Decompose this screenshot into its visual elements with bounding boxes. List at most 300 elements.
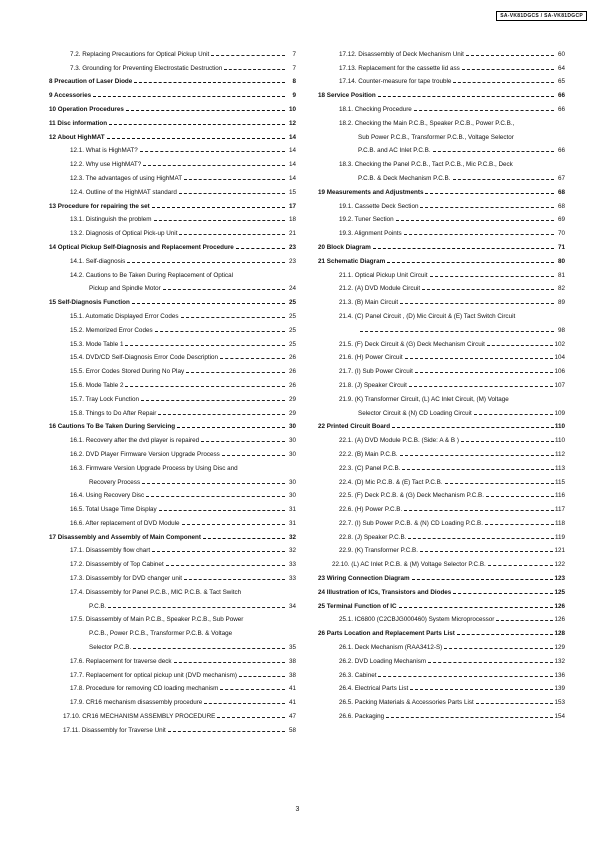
toc-entry-label: Sub Power P.C.B., Transformer P.C.B., Voltage Selector (358, 133, 514, 141)
toc-subsection-entry[interactable] (318, 292, 565, 306)
dot-leader (404, 234, 554, 235)
dot-leader (420, 551, 554, 552)
toc-page-number: 110 (554, 423, 565, 431)
dot-leader (93, 96, 285, 97)
toc-subsection-entry[interactable] (318, 44, 565, 58)
toc-section-entry[interactable] (318, 251, 565, 265)
dot-leader (239, 676, 285, 677)
toc-entry-label: 22.3. (C) Panel P.C.B. (339, 464, 401, 472)
toc-page-number: 70 (557, 230, 565, 238)
toc-subsection-entry[interactable] (318, 444, 565, 458)
toc-subsection-entry[interactable] (49, 472, 296, 486)
toc-subsection-entry[interactable] (318, 348, 565, 362)
toc-entry-label: 16.5. Total Usage Time Display (70, 506, 157, 514)
toc-page-number: 31 (288, 506, 296, 514)
toc-page-number: 128 (554, 630, 565, 638)
toc-entry-label: 15.7. Tray Lock Function (70, 395, 139, 403)
toc-entry-label: 18.1. Checking Procedure (339, 105, 412, 113)
toc-subsection-entry[interactable] (49, 168, 296, 182)
dot-leader (224, 69, 285, 70)
dot-leader (107, 138, 285, 139)
toc-subsection-entry[interactable] (318, 458, 565, 472)
toc-section-entry[interactable] (318, 623, 565, 637)
dot-leader (444, 648, 553, 649)
toc-page-number: 15 (288, 188, 296, 196)
toc-section-entry[interactable] (49, 85, 296, 99)
toc-page-number: 26 (288, 368, 296, 376)
dot-leader (396, 220, 554, 221)
toc-subsection-entry[interactable] (318, 320, 565, 334)
toc-subsection-entry[interactable] (49, 306, 296, 320)
toc-subsection-entry[interactable] (318, 541, 565, 555)
toc-entry-label: 13.2. Diagnosis of Optical Pick-up Unit (70, 230, 178, 238)
toc-entry-label: 15.1. Automatic Displayed Error Codes (70, 312, 179, 320)
toc-page-number: 125 (554, 588, 565, 596)
toc-page-number: 132 (554, 657, 565, 665)
toc-subsection-entry[interactable] (49, 430, 296, 444)
dot-leader (420, 207, 554, 208)
toc-entry-label: 12.3. The advantages of using HighMAT (70, 174, 183, 182)
toc-subsection-entry[interactable] (49, 320, 296, 334)
toc-subsection-entry[interactable] (49, 554, 296, 568)
dot-leader (154, 220, 285, 221)
toc-entry-label: 8 Precaution of Laser Diode (49, 78, 133, 86)
toc-subsection-entry[interactable] (49, 486, 296, 500)
toc-section-entry[interactable] (49, 196, 296, 210)
toc-page-number: 26 (288, 354, 296, 362)
dot-leader (220, 358, 285, 359)
toc-section-entry[interactable] (49, 527, 296, 541)
toc-subsection-entry[interactable] (318, 279, 565, 293)
toc-subsection-entry[interactable] (49, 568, 296, 582)
toc-subsection-entry[interactable] (318, 223, 565, 237)
dot-leader (400, 303, 554, 304)
dot-leader (141, 400, 285, 401)
toc-page-number: 64 (557, 64, 565, 72)
dot-leader (462, 69, 554, 70)
toc-page-number: 66 (557, 147, 565, 155)
toc-section-entry[interactable] (318, 582, 565, 596)
toc-subsection-entry[interactable] (318, 706, 565, 720)
dot-leader (453, 593, 553, 594)
toc-entry-label: 15 Self-Diagnosis Function (49, 299, 130, 307)
toc-subsection-entry[interactable] (318, 306, 565, 320)
toc-entry-label: 17.10. CR16 MECHANISM ASSEMBLY PROCEDURE (63, 713, 216, 721)
dot-leader (181, 317, 286, 318)
toc-entry-label: 22.8. (J) Speaker P.C.B. (339, 533, 407, 541)
toc-entry-label: 10 Operation Procedures (49, 105, 124, 113)
toc-page-number: 102 (554, 340, 565, 348)
dot-leader (179, 193, 285, 194)
toc-page-number: 30 (288, 437, 296, 445)
toc-subsection-entry[interactable] (49, 458, 296, 472)
toc-subsection-entry[interactable] (318, 527, 565, 541)
toc-subsection-entry[interactable] (318, 361, 565, 375)
toc-page-number: 30 (288, 492, 296, 500)
toc-section-entry[interactable] (318, 596, 565, 610)
dot-leader (387, 262, 554, 263)
dot-leader (408, 538, 554, 539)
toc-page-number: 35 (288, 644, 296, 652)
toc-page-number: 30 (288, 450, 296, 458)
toc-subsection-entry[interactable] (318, 210, 565, 224)
toc-entry-label: 19.1. Cassette Deck Section (339, 202, 419, 210)
dot-leader (203, 538, 285, 539)
toc-entry-label: 12 About HighMAT (49, 133, 105, 141)
toc-subsection-entry[interactable] (49, 513, 296, 527)
toc-subsection-entry[interactable] (49, 692, 296, 706)
toc-page-number: 113 (554, 464, 565, 472)
toc-page-number: 81 (557, 271, 565, 279)
toc-page-number: 21 (288, 230, 296, 238)
toc-subsection-entry[interactable] (318, 113, 565, 127)
toc-subsection-entry[interactable] (49, 223, 296, 237)
dot-leader (400, 455, 554, 456)
toc-subsection-entry[interactable] (318, 430, 565, 444)
dot-leader (158, 414, 285, 415)
toc-entry-label: 26.4. Electrical Parts List (339, 685, 409, 693)
dot-leader (476, 703, 554, 704)
toc-subsection-entry[interactable] (318, 58, 565, 72)
toc-page-number: 115 (554, 478, 565, 486)
toc-subsection-entry[interactable] (318, 679, 565, 693)
toc-entry-label: 17.3. Disassembly for DVD changer unit (70, 575, 182, 583)
toc-page-number: 110 (554, 437, 565, 445)
toc-subsection-entry[interactable] (318, 651, 565, 665)
toc-entry-label: 13 Procedure for repairing the set (49, 202, 150, 210)
toc-page-number: 12 (288, 119, 296, 127)
toc-entry-label: 25.1. IC6800 (C2CBJG000460) System Microprocessor (339, 616, 495, 624)
toc-section-entry[interactable] (318, 417, 565, 431)
toc-entry-label: 21.6. (H) Power Circuit (339, 354, 403, 362)
toc-entry-label: 18.3. Checking the Panel P.C.B., Tact P.C.B., Mic P.C.B., Deck (339, 161, 513, 169)
toc-page-number: 116 (554, 492, 565, 500)
toc-subsection-entry[interactable] (49, 265, 296, 279)
dot-leader (109, 124, 285, 125)
toc-page-number: 30 (288, 423, 296, 431)
dot-leader (168, 731, 285, 732)
toc-entry-label: 16.1. Recovery after the dvd player is repaired (70, 437, 200, 445)
dot-leader (428, 662, 553, 663)
toc-subsection-entry[interactable] (49, 361, 296, 375)
toc-subsection-entry[interactable] (318, 334, 565, 348)
toc-page-number: 8 (292, 78, 296, 86)
toc-entry-label: 17.6. Replacement for traverse deck (70, 657, 172, 665)
toc-subsection-entry[interactable] (318, 72, 565, 86)
toc-page-number: 25 (288, 312, 296, 320)
toc-entry-label: 22.1. (A) DVD Module P.C.B. (Side: A & B ) (339, 437, 459, 445)
toc-entry-label: 19.2. Tuner Section (339, 216, 394, 224)
toc-subsection-entry[interactable] (49, 58, 296, 72)
dot-leader (155, 331, 285, 332)
toc-subsection-entry[interactable] (318, 265, 565, 279)
dot-leader (412, 579, 554, 580)
dot-leader (399, 607, 554, 608)
toc-subsection-entry[interactable] (49, 596, 296, 610)
model-header: SA-VK81DGCS / SA-VK81DGCP (496, 11, 587, 21)
toc-entry-label: 22 Printed Circuit Board (318, 423, 391, 431)
toc-entry-label: 17.4. Disassembly for Panel P.C.B., MIC P.C.B. & Tact Switch (70, 588, 242, 596)
toc-entry-label: 17.8. Procedure for removing CD loading mechanism (70, 685, 219, 693)
toc-entry-label: 26.1. Deck Mechanism (RAA3412-S) (339, 644, 443, 652)
toc-subsection-entry[interactable] (49, 403, 296, 417)
toc-page-number: 126 (554, 602, 565, 610)
toc-column-right (318, 44, 565, 720)
toc-page-number: 118 (554, 519, 565, 527)
dot-leader (409, 386, 554, 387)
toc-subsection-entry[interactable] (318, 403, 565, 417)
toc-page-number: 60 (557, 50, 565, 58)
toc-entry-label: 14.1. Self-diagnosis (70, 257, 126, 265)
toc-entry-label: 7.2. Replacing Precautions for Optical Pickup Unit (70, 50, 210, 58)
toc-entry-label: 17.12. Disassembly of Deck Mechanism Unit (339, 50, 464, 58)
toc-entry-label: 26.2. DVD Loading Mechanism (339, 657, 427, 665)
toc-page-number: 23 (288, 257, 296, 265)
dot-leader (445, 483, 554, 484)
dot-leader (143, 165, 285, 166)
toc-column-left (49, 44, 296, 734)
toc-entry-label: 21.5. (F) Deck Circuit & (G) Deck Mechanism Circuit (339, 340, 485, 348)
toc-page-number: 29 (288, 395, 296, 403)
toc-entry-label: 20 Block Diagram (318, 243, 371, 251)
toc-section-entry[interactable] (49, 417, 296, 431)
toc-subsection-entry[interactable] (49, 610, 296, 624)
toc-subsection-entry[interactable] (318, 610, 565, 624)
toc-page-number: 38 (288, 671, 296, 679)
toc-section-entry[interactable] (49, 292, 296, 306)
toc-page-number: 41 (288, 685, 296, 693)
toc-page-number: 34 (288, 602, 296, 610)
toc-section-entry[interactable] (49, 72, 296, 86)
toc-section-entry[interactable] (49, 127, 296, 141)
toc-entry-label: 18 Service Position (318, 92, 376, 100)
toc-page-number: 139 (554, 685, 565, 693)
dot-leader (461, 441, 554, 442)
dot-leader (496, 620, 553, 621)
dot-leader (414, 110, 554, 111)
toc-page-number: 47 (288, 713, 296, 721)
toc-entry-label: Pickup and Spindle Motor (89, 285, 161, 293)
toc-entry-label: 26.3. Cabinet (339, 671, 377, 679)
toc-entry-label: 22.9. (K) Transformer P.C.B. (339, 547, 418, 555)
dot-leader (174, 662, 285, 663)
toc-subsection-entry[interactable] (318, 513, 565, 527)
toc-entry-label: 22.2. (B) Main P.C.B. (339, 450, 398, 458)
toc-entry-label: 16.6. After replacement of DVD Module (70, 519, 180, 527)
dot-leader (466, 55, 554, 56)
toc-subsection-entry[interactable] (49, 375, 296, 389)
toc-subsection-entry[interactable] (49, 44, 296, 58)
dot-leader (204, 703, 285, 704)
toc-page-number: 14 (288, 133, 296, 141)
toc-page-number: 14 (288, 174, 296, 182)
toc-page-number: 30 (288, 478, 296, 486)
toc-entry-label: 21.2. (A) DVD Module Circuit (339, 285, 421, 293)
toc-entry-label: 19 Measurements and Adjustments (318, 188, 424, 196)
toc-subsection-entry[interactable] (318, 196, 565, 210)
toc-page-number: 24 (288, 285, 296, 293)
toc-subsection-entry[interactable] (49, 651, 296, 665)
dot-leader (487, 345, 554, 346)
toc-entry-label: 15.6. Mode Table 2 (70, 381, 124, 389)
toc-subsection-entry[interactable] (49, 389, 296, 403)
toc-subsection-entry[interactable] (318, 499, 565, 513)
dot-leader (159, 510, 285, 511)
toc-subsection-entry[interactable] (49, 665, 296, 679)
toc-page-number: 17 (288, 202, 296, 210)
toc-page-number: 119 (554, 533, 565, 541)
toc-page-number: 31 (288, 519, 296, 527)
dot-leader (386, 717, 553, 718)
toc-page-number: 126 (554, 616, 565, 624)
toc-subsection-entry[interactable] (318, 375, 565, 389)
toc-entry-label: 21.3. (B) Main Circuit (339, 299, 399, 307)
toc-page-number: 82 (557, 285, 565, 293)
toc-subsection-entry[interactable] (318, 486, 565, 500)
toc-subsection-entry[interactable] (49, 279, 296, 293)
toc-page-number: 66 (557, 105, 565, 113)
toc-page-number: 129 (554, 644, 565, 652)
dot-leader (134, 82, 285, 83)
toc-subsection-entry[interactable] (318, 665, 565, 679)
toc-page-number: 23 (288, 243, 296, 251)
toc-page-number: 68 (557, 188, 565, 196)
toc-page-number: 14 (288, 147, 296, 155)
dot-leader (425, 193, 554, 194)
toc-entry-label: 14 Optical Pickup Self-Diagnosis and Replacement Procedure (49, 243, 234, 251)
toc-page-number: 68 (557, 202, 565, 210)
toc-entry-label: P.C.B. and AC Inlet P.C.B. (358, 147, 431, 155)
toc-entry-label: 22.7. (I) Sub Power P.C.B. & (N) CD Loading P.C.B. (339, 519, 483, 527)
toc-page-number: 25 (288, 326, 296, 334)
toc-subsection-entry[interactable] (49, 444, 296, 458)
toc-section-entry[interactable] (318, 85, 565, 99)
toc-entry-label: 18.2. Checking the Main P.C.B., Speaker P.C.B., Power P.C.B., (339, 119, 515, 127)
toc-subsection-entry[interactable] (49, 637, 296, 651)
toc-page-number: 106 (554, 368, 565, 376)
toc-page-number: 104 (554, 354, 565, 362)
toc-page-number: 122 (554, 561, 565, 569)
toc-subsection-entry[interactable] (318, 692, 565, 706)
toc-subsection-entry[interactable] (318, 99, 565, 113)
toc-page-number: 121 (554, 547, 565, 555)
dot-leader (415, 372, 554, 373)
toc-page-number: 33 (288, 575, 296, 583)
toc-entry-label: 21.8. (J) Speaker Circuit (339, 381, 407, 389)
toc-subsection-entry[interactable] (49, 182, 296, 196)
toc-subsection-entry[interactable] (49, 720, 296, 734)
toc-entry-label: 21.7. (I) Sub Power Circuit (339, 368, 413, 376)
dot-leader (488, 565, 554, 566)
dot-leader (179, 234, 285, 235)
toc-section-entry[interactable] (318, 182, 565, 196)
toc-page-number: 80 (557, 257, 565, 265)
dot-leader (133, 648, 285, 649)
toc-subsection-entry[interactable] (49, 251, 296, 265)
dot-leader (453, 82, 554, 83)
toc-entry-label: 23 Wiring Connection Diagram (318, 575, 410, 583)
toc-entry-label: Selector Circuit & (N) CD Loading Circuit (358, 409, 472, 417)
toc-page-number: 154 (554, 713, 565, 721)
toc-section-entry[interactable] (318, 237, 565, 251)
toc-section-entry[interactable] (49, 99, 296, 113)
toc-subsection-entry[interactable] (318, 168, 565, 182)
page-number: 3 (295, 806, 300, 813)
toc-subsection-entry[interactable] (318, 127, 565, 141)
toc-section-entry[interactable] (49, 113, 296, 127)
dot-leader (140, 151, 285, 152)
dot-leader (422, 289, 554, 290)
toc-entry-label: 21.1. Optical Pickup Unit Circuit (339, 271, 428, 279)
toc-subsection-entry[interactable] (318, 554, 565, 568)
toc-subsection-entry[interactable] (318, 472, 565, 486)
toc-page-number: 18 (288, 216, 296, 224)
dot-leader (217, 717, 285, 718)
toc-page-number: 29 (288, 409, 296, 417)
toc-entry-label: 26.6. Packaging (339, 713, 385, 721)
toc-section-entry[interactable] (49, 237, 296, 251)
toc-entry-label: 7.3. Grounding for Preventing Electrostatic Destruction (70, 64, 223, 72)
toc-entry-label: 21.4. (C) Panel Circuit , (D) Mic Circuit & (E) Tact Switch Circuit (339, 312, 516, 320)
toc-entry-label: 11 Disc information (49, 119, 108, 127)
toc-page-number: 32 (288, 547, 296, 555)
toc-entry-label: 17.7. Replacement for optical pickup unit (DVD mechanism) (70, 671, 237, 679)
toc-subsection-entry[interactable] (49, 582, 296, 596)
toc-page-number: 107 (554, 381, 565, 389)
toc-subsection-entry[interactable] (49, 679, 296, 693)
toc-entry-label: 17.11. Disassembly for Traverse Unit (63, 726, 166, 734)
toc-page-number: 14 (288, 161, 296, 169)
dot-leader (404, 510, 554, 511)
toc-subsection-entry[interactable] (318, 637, 565, 651)
toc-subsection-entry[interactable] (49, 706, 296, 720)
toc-entry-label: 17.1. Disassembly flow chart (70, 547, 151, 555)
toc-subsection-entry[interactable] (49, 334, 296, 348)
toc-entry-label: 22.6. (H) Power P.C.B. (339, 506, 403, 514)
toc-subsection-entry[interactable] (49, 348, 296, 362)
toc-subsection-entry[interactable] (318, 389, 565, 403)
toc-subsection-entry[interactable] (49, 541, 296, 555)
dot-leader (220, 689, 285, 690)
toc-entry-label: 16.4. Using Recovery Disc (70, 492, 145, 500)
toc-subsection-entry[interactable] (49, 154, 296, 168)
toc-entry-label: 17 Disassembly and Assembly of Main Component (49, 533, 201, 541)
toc-page-number: 25 (288, 299, 296, 307)
dot-leader (132, 303, 285, 304)
toc-entry-label: P.C.B., Power P.C.B., Transformer P.C.B. & Voltage (89, 630, 233, 638)
toc-entry-label: 26.5. Packing Materials & Accessories Parts List (339, 699, 474, 707)
toc-page-number: 71 (557, 243, 565, 251)
toc-subsection-entry[interactable] (318, 141, 565, 155)
dot-leader (126, 110, 285, 111)
toc-subsection-entry[interactable] (49, 210, 296, 224)
dot-leader (146, 496, 285, 497)
dot-leader (142, 483, 285, 484)
toc-subsection-entry[interactable] (49, 499, 296, 513)
dot-leader (222, 455, 285, 456)
dot-leader (405, 358, 554, 359)
toc-entry-label: 15.8. Things to Do After Repair (70, 409, 157, 417)
dot-leader (163, 289, 285, 290)
toc-subsection-entry[interactable] (49, 623, 296, 637)
toc-page-number: 25 (288, 340, 296, 348)
toc-section-entry[interactable] (318, 568, 565, 582)
toc-entry-label: 12.2. Why use HighMAT? (70, 161, 142, 169)
dot-leader (152, 207, 285, 208)
toc-subsection-entry[interactable] (318, 154, 565, 168)
toc-entry-label: 17.14. Counter-measure for tape trouble (339, 78, 452, 86)
toc-subsection-entry[interactable] (49, 141, 296, 155)
